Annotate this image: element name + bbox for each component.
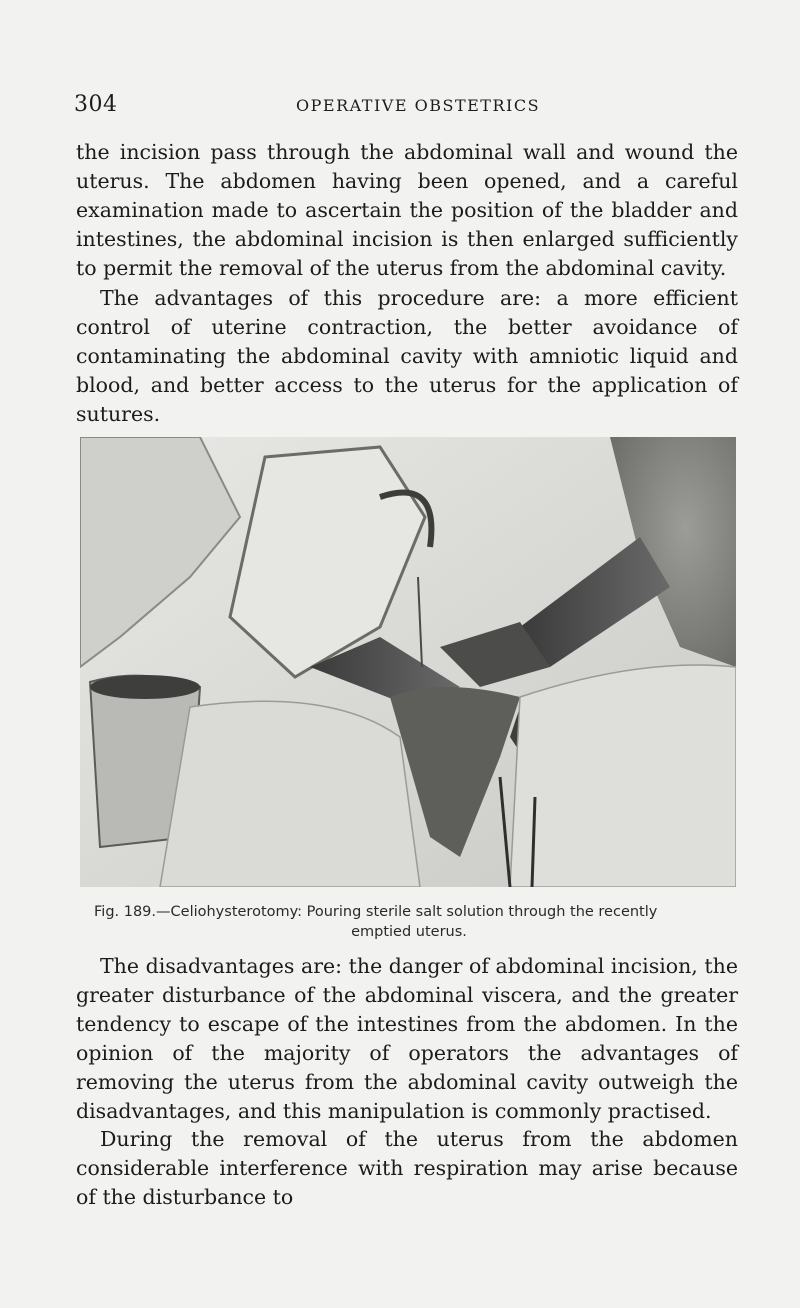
basin-rim [90,675,200,699]
figure-caption [94,902,724,942]
paragraph-3: The disadvantages are: the danger of abdominal incision, the greater disturbance of the abdominal viscera, and the greater tendency to escape of the intestines from the abdomen. In the opinion of the majority of operators the advantages of removing the uterus from the abdominal cavity outweigh the disadvantages, and this manipulation is commonly practised. [76,954,738,1123]
figure-illustration [80,437,736,887]
surgical-drape-left [160,701,420,887]
caption-line-2: emptied uterus. [351,924,467,940]
page-number: 304 [74,92,118,117]
paragraph-1: the incision pass through the abdominal wall and wound the uterus. The abdomen having been opened, and a careful examination made to ascertain the position of the bladder and intestines, the abdominal incision is then enlarged sufficiently to permit the removal of the uterus from the abdominal cavity. [76,140,738,280]
page-header [74,92,734,124]
paragraph-2: The advantages of this procedure are: a more efficient control of uterine contraction, the better avoidance of contaminating the abdominal cavity with amniotic liquid and blood, and better access to the uterus for the application of sutures. [76,286,738,426]
paragraph-4: During the removal of the uterus from the abdomen considerable interference with respiration may arise because of the disturbance to [76,1127,738,1209]
caption-line-1: Fig. 189.—Celiohysterotomy: Pouring sterile salt solution through the recently [94,904,658,920]
running-title: OPERATIVE OBSTETRICS [296,96,541,115]
photograph-celiohysterotomy [80,437,736,887]
surgical-drape-right [510,665,736,887]
